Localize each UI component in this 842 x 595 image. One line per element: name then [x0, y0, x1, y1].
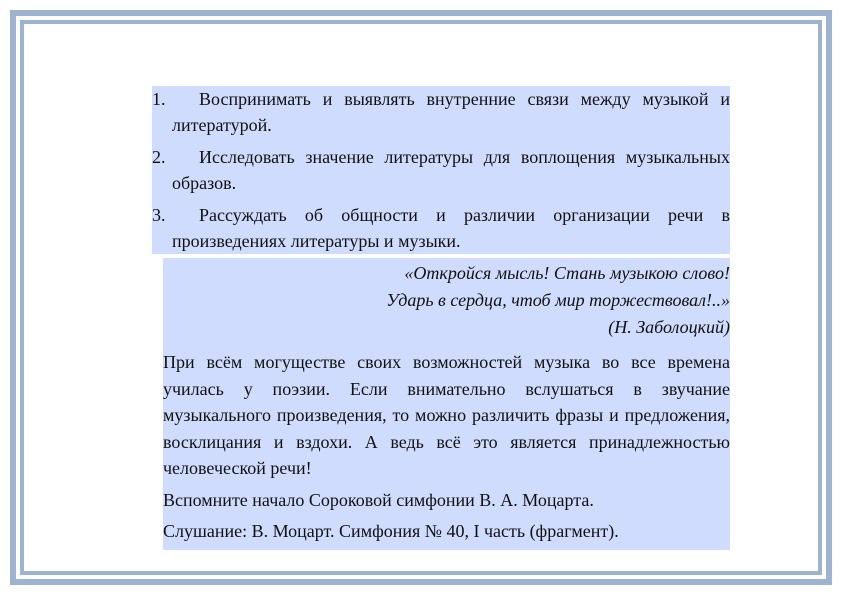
objective-number: 1. — [152, 89, 166, 109]
objective-item — [152, 144, 730, 196]
text-block — [163, 258, 730, 550]
body-paragraph: При всём могуществе своих возможностей музыка во все времена училась у поэзии. Если внимательно вслушаться в звучание музыкального произведения, то можно различить фразы и предложения, восклицания и вздохи. А ведь всё это является принадлежностью человеческой речи! — [163, 352, 730, 478]
epigraph-line: Ударь в сердца, чтоб мир торжествовал!..» — [386, 290, 730, 310]
objective-item — [152, 202, 730, 254]
objective-text: Воспринимать и выявлять внутренние связи между музыкой и литературой. — [172, 89, 730, 135]
prompt-line: Вспомните начало Сороковой симфонии В. А. Моцарта. — [163, 489, 594, 510]
epigraph-author: (Н. Заболоцкий) — [608, 317, 730, 337]
objective-number: 2. — [152, 147, 166, 167]
objective-item — [152, 86, 730, 138]
objective-number: 3. — [152, 205, 166, 225]
objective-text: Исследовать значение литературы для воплощения музыкальных образов. — [172, 147, 730, 193]
listening-line: Слушание: В. Моцарт. Симфония № 40, I часть (фрагмент). — [163, 520, 619, 541]
epigraph-line: «Откройся мысль! Стань музыкою слово! — [404, 263, 730, 283]
objectives-list — [152, 86, 730, 254]
objective-text: Рассуждать об общности и различии организации речи в произведениях литературы и музыки. — [172, 205, 730, 251]
epigraph — [163, 258, 730, 341]
